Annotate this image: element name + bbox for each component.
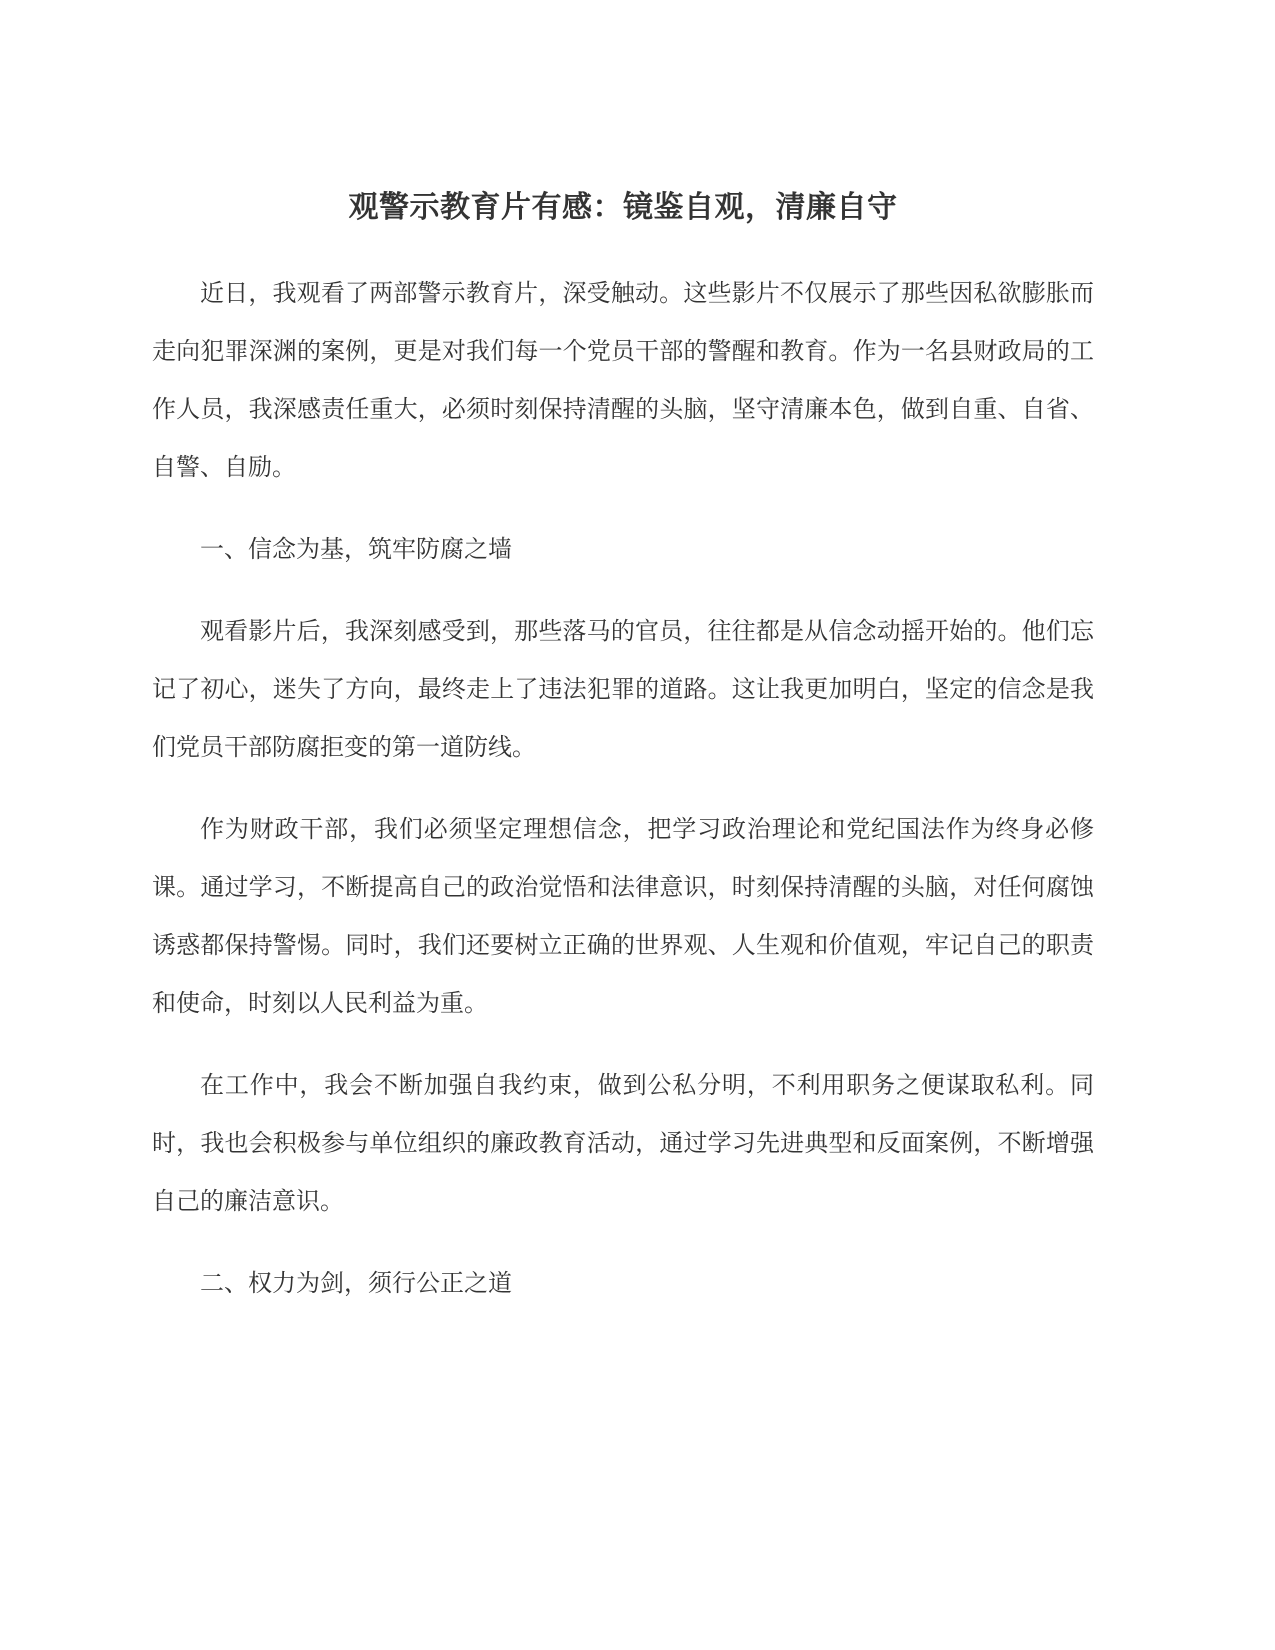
section-heading-1: 一、信念为基，筑牢防腐之墙 <box>200 535 512 563</box>
section-heading-2: 二、权力为剑，须行公正之道 <box>200 1269 512 1297</box>
document-body <box>152 264 1094 1312</box>
paragraph-study: 作为财政干部，我们必须坚定理想信念，把学习政治理论和党纪国法作为终身必修课。通过学习，不断提高自己的政治觉悟和法律意识，时刻保持清醒的头脑，对任何腐蚀诱惑都保持警惕。同时，我们还要树立正确的世界观、人生观和价值观，牢记自己的职责和使命，时刻以人民利益为重。 <box>152 815 1094 1017</box>
paragraph-self-discipline: 在工作中，我会不断加强自我约束，做到公私分明，不利用职务之便谋取私利。同时，我也会积极参与单位组织的廉政教育活动，通过学习先进典型和反面案例，不断增强自己的廉洁意识。 <box>152 1071 1094 1215</box>
document-content <box>152 188 1094 1336</box>
document-title: 观警示教育片有感：镜鉴自观，清廉自守 <box>348 190 898 225</box>
paragraph-intro: 近日，我观看了两部警示教育片，深受触动。这些影片不仅展示了那些因私欲膨胀而走向犯罪深渊的案例，更是对我们每一个党员干部的警醒和教育。作为一名县财政局的工作人员，我深感责任重大，必须时刻保持清醒的头脑，坚守清廉本色，做到自重、自省、自警、自励。 <box>152 279 1094 481</box>
paragraph-belief: 观看影片后，我深刻感受到，那些落马的官员，往往都是从信念动摇开始的。他们忘记了初心，迷失了方向，最终走上了违法犯罪的道路。这让我更加明白，坚定的信念是我们党员干部防腐拒变的第一道防线。 <box>152 617 1094 761</box>
